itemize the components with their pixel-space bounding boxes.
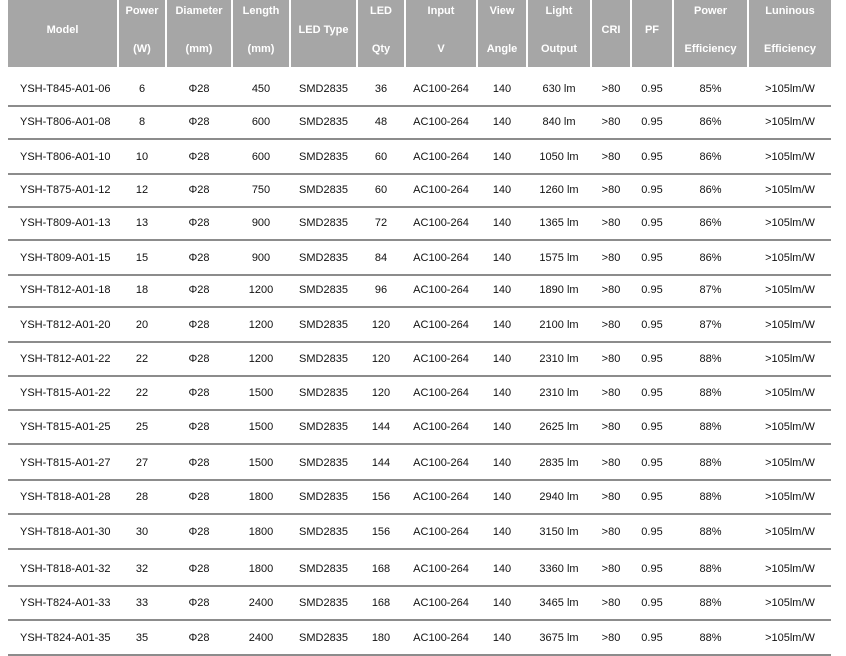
cell-model: YSH-T809-A01-15	[20, 252, 111, 264]
cell-pf: 0.95	[641, 632, 663, 644]
cell-light: 2940 lm	[539, 491, 579, 503]
cell-view: 140	[492, 387, 512, 399]
cell-model: YSH-T806-A01-08	[20, 116, 111, 128]
cell-view: 140	[492, 563, 512, 575]
cell-pf: 0.95	[641, 563, 663, 575]
cell-led-qty: 120	[371, 353, 391, 365]
cell-model: YSH-T815-A01-25	[20, 421, 111, 433]
header-sublabel: (mm)	[247, 43, 275, 55]
cell-cri: >80	[601, 252, 621, 264]
cell-light: 1365 lm	[539, 217, 579, 229]
header-label: LED	[370, 5, 392, 17]
header-cri	[592, 0, 630, 67]
cell-light: 3675 lm	[539, 632, 579, 644]
cell-length: 750	[251, 184, 271, 196]
cell-input: AC100-264	[413, 353, 469, 365]
cell-cri: >80	[601, 83, 621, 95]
row-divider	[8, 239, 831, 241]
cell-led-qty: 48	[374, 116, 388, 128]
cell-cri: >80	[601, 284, 621, 296]
header-label: Luninous	[765, 5, 815, 17]
cell-led-type: SMD2835	[299, 83, 348, 95]
header-label: Diameter	[175, 5, 223, 17]
cell-light: 1050 lm	[539, 151, 579, 163]
row-divider	[8, 306, 831, 308]
cell-cri: >80	[601, 421, 621, 433]
cell-power-eff: 87%	[699, 284, 722, 296]
cell-lum-eff: >105lm/W	[765, 421, 815, 433]
cell-light: 2310 lm	[539, 387, 579, 399]
table-row	[0, 377, 846, 409]
cell-led-type: SMD2835	[299, 353, 348, 365]
cell-cri: >80	[601, 116, 621, 128]
cell-cri: >80	[601, 526, 621, 538]
cell-view: 140	[492, 421, 512, 433]
cell-pf: 0.95	[641, 353, 663, 365]
table-row	[0, 274, 846, 306]
cell-lum-eff: >105lm/W	[765, 353, 815, 365]
cell-power: 15	[135, 252, 149, 264]
cell-lum-eff: >105lm/W	[765, 526, 815, 538]
cell-input: AC100-264	[413, 632, 469, 644]
cell-view: 140	[492, 353, 512, 365]
header-label: Length	[242, 5, 280, 17]
header-input	[406, 0, 476, 67]
table-row	[0, 411, 846, 443]
cell-input: AC100-264	[413, 217, 469, 229]
table-row	[0, 242, 846, 274]
cell-led-qty: 168	[371, 597, 391, 609]
table-row	[0, 447, 846, 479]
header-label: Light	[545, 5, 573, 17]
cell-length: 2400	[248, 632, 274, 644]
header-label: Model	[46, 24, 79, 36]
table-row	[0, 622, 846, 654]
cell-power: 27	[135, 457, 149, 469]
cell-input: AC100-264	[413, 151, 469, 163]
table-row	[0, 73, 846, 105]
cell-input: AC100-264	[413, 457, 469, 469]
cell-lum-eff: >105lm/W	[765, 217, 815, 229]
row-divider	[8, 138, 831, 140]
cell-model: YSH-T818-A01-32	[20, 563, 111, 575]
cell-input: AC100-264	[413, 387, 469, 399]
cell-view: 140	[492, 632, 512, 644]
cell-pf: 0.95	[641, 83, 663, 95]
cell-pf: 0.95	[641, 284, 663, 296]
cell-model: YSH-T875-A01-12	[20, 184, 111, 196]
cell-led-qty: 84	[374, 252, 388, 264]
cell-pf: 0.95	[641, 184, 663, 196]
cell-lum-eff: >105lm/W	[765, 387, 815, 399]
cell-diameter: Φ28	[188, 387, 210, 399]
cell-light: 2100 lm	[539, 319, 579, 331]
cell-power: 30	[135, 526, 149, 538]
cell-lum-eff: >105lm/W	[765, 563, 815, 575]
cell-led-qty: 156	[371, 491, 391, 503]
cell-length: 450	[251, 83, 271, 95]
header-label: Power	[693, 5, 727, 17]
cell-model: YSH-T806-A01-10	[20, 151, 111, 163]
header-length	[233, 0, 289, 67]
cell-led-qty: 36	[374, 83, 388, 95]
header-led-qty	[358, 0, 404, 67]
cell-length: 1800	[248, 526, 274, 538]
cell-cri: >80	[601, 387, 621, 399]
row-divider	[8, 548, 831, 550]
cell-pf: 0.95	[641, 421, 663, 433]
header-light	[528, 0, 590, 67]
cell-lum-eff: >105lm/W	[765, 252, 815, 264]
cell-light: 1575 lm	[539, 252, 579, 264]
cell-power-eff: 88%	[699, 457, 722, 469]
cell-cri: >80	[601, 184, 621, 196]
cell-power: 22	[135, 353, 149, 365]
cell-cri: >80	[601, 353, 621, 365]
header-sublabel: Output	[540, 43, 578, 55]
cell-led-type: SMD2835	[299, 217, 348, 229]
cell-led-type: SMD2835	[299, 116, 348, 128]
cell-led-qty: 144	[371, 457, 391, 469]
header-view	[478, 0, 526, 67]
cell-model: YSH-T818-A01-30	[20, 526, 111, 538]
cell-lum-eff: >105lm/W	[765, 632, 815, 644]
cell-power: 8	[138, 116, 146, 128]
cell-length: 1500	[248, 421, 274, 433]
cell-pf: 0.95	[641, 387, 663, 399]
cell-led-type: SMD2835	[299, 563, 348, 575]
cell-led-type: SMD2835	[299, 151, 348, 163]
cell-power: 18	[135, 284, 149, 296]
cell-model: YSH-T818-A01-28	[20, 491, 111, 503]
cell-input: AC100-264	[413, 563, 469, 575]
cell-power-eff: 86%	[699, 116, 722, 128]
cell-power-eff: 88%	[699, 353, 722, 365]
cell-lum-eff: >105lm/W	[765, 83, 815, 95]
header-label: LED Type	[298, 24, 349, 36]
cell-power-eff: 88%	[699, 387, 722, 399]
cell-led-qty: 120	[371, 387, 391, 399]
header-sublabel: Efficiency	[684, 43, 737, 55]
table-row	[0, 207, 846, 239]
header-sublabel: Qty	[371, 43, 391, 55]
header-label: View	[489, 5, 515, 17]
cell-input: AC100-264	[413, 491, 469, 503]
cell-length: 1800	[248, 491, 274, 503]
header-power-eff	[674, 0, 747, 67]
cell-power-eff: 88%	[699, 526, 722, 538]
cell-power: 28	[135, 491, 149, 503]
cell-light: 3150 lm	[539, 526, 579, 538]
cell-power: 25	[135, 421, 149, 433]
cell-pf: 0.95	[641, 217, 663, 229]
cell-view: 140	[492, 252, 512, 264]
cell-lum-eff: >105lm/W	[765, 457, 815, 469]
cell-diameter: Φ28	[188, 184, 210, 196]
cell-light: 2835 lm	[539, 457, 579, 469]
cell-view: 140	[492, 151, 512, 163]
row-divider	[8, 513, 831, 515]
header-sublabel: (W)	[133, 43, 151, 55]
cell-led-qty: 120	[371, 319, 391, 331]
header-sublabel: Efficiency	[764, 43, 816, 55]
cell-lum-eff: >105lm/W	[765, 597, 815, 609]
cell-power-eff: 88%	[699, 421, 722, 433]
cell-pf: 0.95	[641, 597, 663, 609]
cell-view: 140	[492, 284, 512, 296]
table-row	[0, 587, 846, 619]
cell-view: 140	[492, 526, 512, 538]
cell-power: 22	[135, 387, 149, 399]
cell-input: AC100-264	[413, 421, 469, 433]
cell-diameter: Φ28	[188, 421, 210, 433]
cell-diameter: Φ28	[188, 83, 210, 95]
cell-diameter: Φ28	[188, 151, 210, 163]
cell-light: 3360 lm	[539, 563, 579, 575]
cell-power-eff: 88%	[699, 563, 722, 575]
cell-length: 1200	[248, 284, 274, 296]
cell-cri: >80	[601, 597, 621, 609]
cell-led-type: SMD2835	[299, 632, 348, 644]
cell-light: 1890 lm	[539, 284, 579, 296]
cell-model: YSH-T815-A01-27	[20, 457, 111, 469]
header-label: PF	[644, 24, 660, 36]
cell-power: 6	[138, 83, 146, 95]
cell-pf: 0.95	[641, 116, 663, 128]
cell-input: AC100-264	[413, 526, 469, 538]
cell-lum-eff: >105lm/W	[765, 491, 815, 503]
cell-lum-eff: >105lm/W	[765, 116, 815, 128]
table-row	[0, 343, 846, 375]
cell-diameter: Φ28	[188, 526, 210, 538]
table-row	[0, 309, 846, 341]
table-row	[0, 174, 846, 206]
cell-lum-eff: >105lm/W	[765, 151, 815, 163]
cell-model: YSH-T824-A01-35	[20, 632, 111, 644]
row-divider	[8, 619, 831, 621]
cell-light: 3465 lm	[539, 597, 579, 609]
header-power	[119, 0, 165, 67]
cell-led-type: SMD2835	[299, 491, 348, 503]
cell-diameter: Φ28	[188, 319, 210, 331]
cell-diameter: Φ28	[188, 491, 210, 503]
cell-led-type: SMD2835	[299, 457, 348, 469]
cell-led-qty: 180	[371, 632, 391, 644]
cell-led-qty: 144	[371, 421, 391, 433]
cell-power: 20	[135, 319, 149, 331]
table-row	[0, 481, 846, 513]
cell-length: 1200	[248, 353, 274, 365]
cell-view: 140	[492, 319, 512, 331]
cell-model: YSH-T812-A01-20	[20, 319, 111, 331]
cell-view: 140	[492, 491, 512, 503]
cell-power-eff: 85%	[699, 83, 722, 95]
cell-led-qty: 72	[374, 217, 388, 229]
cell-power-eff: 86%	[699, 217, 722, 229]
cell-diameter: Φ28	[188, 284, 210, 296]
cell-light: 1260 lm	[539, 184, 579, 196]
cell-light: 2310 lm	[539, 353, 579, 365]
cell-length: 900	[251, 252, 271, 264]
cell-led-type: SMD2835	[299, 184, 348, 196]
cell-lum-eff: >105lm/W	[765, 184, 815, 196]
cell-model: YSH-T824-A01-33	[20, 597, 111, 609]
cell-power-eff: 88%	[699, 491, 722, 503]
cell-input: AC100-264	[413, 319, 469, 331]
cell-power-eff: 86%	[699, 151, 722, 163]
cell-diameter: Φ28	[188, 353, 210, 365]
cell-cri: >80	[601, 217, 621, 229]
header-diameter	[167, 0, 231, 67]
cell-pf: 0.95	[641, 151, 663, 163]
cell-led-qty: 156	[371, 526, 391, 538]
cell-led-type: SMD2835	[299, 387, 348, 399]
cell-led-type: SMD2835	[299, 421, 348, 433]
cell-cri: >80	[601, 319, 621, 331]
cell-led-qty: 96	[374, 284, 388, 296]
cell-pf: 0.95	[641, 457, 663, 469]
cell-view: 140	[492, 457, 512, 469]
cell-length: 600	[251, 151, 271, 163]
cell-cri: >80	[601, 457, 621, 469]
cell-diameter: Φ28	[188, 632, 210, 644]
cell-input: AC100-264	[413, 597, 469, 609]
cell-led-qty: 60	[374, 151, 388, 163]
cell-length: 2400	[248, 597, 274, 609]
table-row	[0, 516, 846, 548]
cell-pf: 0.95	[641, 319, 663, 331]
cell-view: 140	[492, 597, 512, 609]
cell-input: AC100-264	[413, 116, 469, 128]
header-pf	[632, 0, 672, 67]
row-divider	[8, 443, 831, 445]
cell-length: 1500	[248, 387, 274, 399]
cell-power: 10	[135, 151, 149, 163]
cell-diameter: Φ28	[188, 217, 210, 229]
cell-diameter: Φ28	[188, 563, 210, 575]
cell-length: 900	[251, 217, 271, 229]
cell-model: YSH-T812-A01-18	[20, 284, 111, 296]
cell-length: 1800	[248, 563, 274, 575]
header-sublabel: Angle	[486, 43, 518, 55]
cell-power-eff: 87%	[699, 319, 722, 331]
cell-model: YSH-T812-A01-22	[20, 353, 111, 365]
header-led-type	[291, 0, 356, 67]
cell-input: AC100-264	[413, 184, 469, 196]
cell-led-qty: 168	[371, 563, 391, 575]
cell-pf: 0.95	[641, 491, 663, 503]
cell-light: 840 lm	[542, 116, 576, 128]
cell-diameter: Φ28	[188, 457, 210, 469]
header-model	[8, 0, 117, 67]
cell-length: 600	[251, 116, 271, 128]
cell-view: 140	[492, 116, 512, 128]
cell-power: 13	[135, 217, 149, 229]
cell-lum-eff: >105lm/W	[765, 319, 815, 331]
cell-led-type: SMD2835	[299, 526, 348, 538]
cell-power-eff: 88%	[699, 632, 722, 644]
cell-led-type: SMD2835	[299, 319, 348, 331]
cell-model: YSH-T809-A01-13	[20, 217, 111, 229]
cell-cri: >80	[601, 632, 621, 644]
cell-cri: >80	[601, 151, 621, 163]
cell-diameter: Φ28	[188, 252, 210, 264]
cell-led-type: SMD2835	[299, 252, 348, 264]
cell-length: 1200	[248, 319, 274, 331]
table-row	[0, 553, 846, 585]
cell-led-type: SMD2835	[299, 284, 348, 296]
header-label: CRI	[601, 24, 621, 36]
header-sublabel: (mm)	[185, 43, 213, 55]
table-row	[0, 106, 846, 138]
cell-view: 140	[492, 83, 512, 95]
cell-input: AC100-264	[413, 252, 469, 264]
table-row	[0, 141, 846, 173]
cell-light: 2625 lm	[539, 421, 579, 433]
cell-view: 140	[492, 217, 512, 229]
cell-power-eff: 88%	[699, 597, 722, 609]
cell-power: 33	[135, 597, 149, 609]
cell-length: 1500	[248, 457, 274, 469]
cell-light: 630 lm	[542, 83, 576, 95]
cell-power: 32	[135, 563, 149, 575]
cell-diameter: Φ28	[188, 116, 210, 128]
row-divider	[8, 654, 831, 656]
cell-cri: >80	[601, 563, 621, 575]
cell-power-eff: 86%	[699, 184, 722, 196]
header-sublabel: V	[437, 43, 445, 55]
cell-cri: >80	[601, 491, 621, 503]
cell-pf: 0.95	[641, 252, 663, 264]
cell-power: 35	[135, 632, 149, 644]
header-label: Input	[427, 5, 455, 17]
header-label: Power	[125, 5, 159, 17]
cell-input: AC100-264	[413, 83, 469, 95]
cell-power: 12	[135, 184, 149, 196]
cell-input: AC100-264	[413, 284, 469, 296]
cell-pf: 0.95	[641, 526, 663, 538]
cell-lum-eff: >105lm/W	[765, 284, 815, 296]
cell-view: 140	[492, 184, 512, 196]
cell-power-eff: 86%	[699, 252, 722, 264]
header-lum-eff	[749, 0, 831, 67]
cell-model: YSH-T815-A01-22	[20, 387, 111, 399]
cell-led-qty: 60	[374, 184, 388, 196]
cell-led-type: SMD2835	[299, 597, 348, 609]
cell-model: YSH-T845-A01-06	[20, 83, 111, 95]
cell-diameter: Φ28	[188, 597, 210, 609]
